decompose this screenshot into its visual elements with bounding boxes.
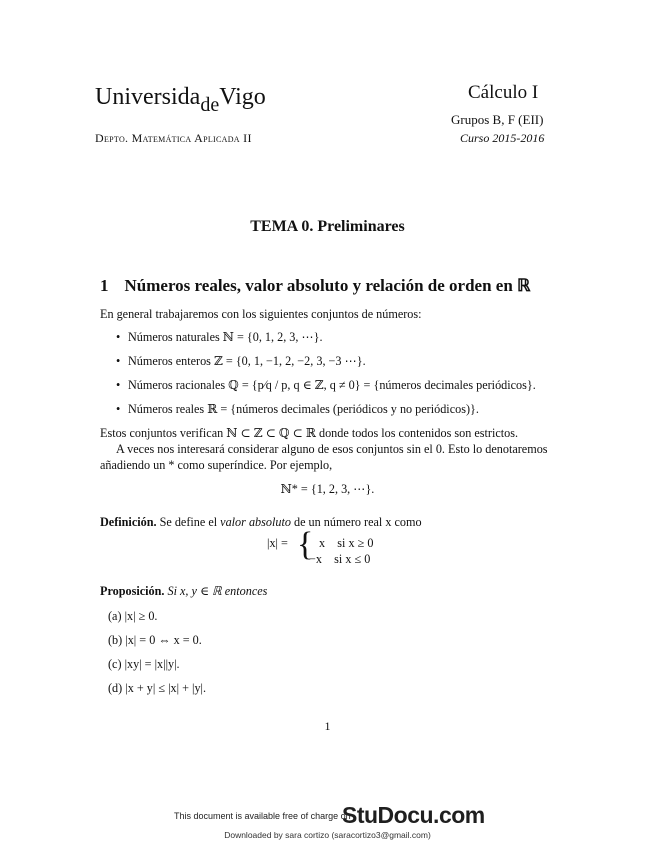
list-item [116, 378, 536, 393]
studocu-logo[interactable]: StuDocu.com [342, 802, 485, 828]
left-brace-icon: { [297, 526, 314, 563]
section-heading [100, 276, 531, 296]
definition-text-b: de un número real x como [293, 515, 422, 529]
example-formula: ℕ* = {1, 2, 3, ⋯}. [280, 482, 375, 496]
proposition-label: Proposición. [100, 584, 165, 598]
bullet-icon: • [116, 330, 121, 344]
property-item: (c) |xy| = |x||y|. [108, 657, 180, 671]
abs-case-1: x si x ≥ 0 [319, 536, 374, 550]
section-title: Números reales, valor absoluto y relación de orden en ℝ [124, 276, 531, 295]
topic-title: TEMA 0. Preliminares [250, 218, 405, 235]
list-item [116, 354, 366, 369]
subset-paragraph: Estos conjuntos verifican ℕ ⊂ ℤ ⊂ ℚ ⊂ ℝ donde todos los contenidos son estrictos. [100, 426, 519, 440]
definition-text-a: Se define el [159, 515, 218, 529]
list-item [116, 402, 479, 417]
definition-term: valor absoluto [220, 515, 291, 529]
list-item [116, 330, 323, 345]
list-item-text: Números naturales ℕ = {0, 1, 2, 3, ⋯}. [128, 330, 323, 344]
bullet-icon: • [116, 378, 121, 392]
zero-paragraph-line1: A veces nos interesará considerar alguno de esos conjuntos sin el 0. Esto lo denotaremos [116, 442, 548, 456]
section-number: 1 [100, 276, 109, 295]
property-item: (a) |x| ≥ 0. [108, 609, 158, 623]
logo-text-3: Vigo [219, 84, 266, 110]
department-label: Depto. Matemática Aplicada II [95, 131, 252, 145]
property-item: (d) |x + y| ≤ |x| + |y|. [108, 681, 207, 695]
list-item-text: Números racionales ℚ = {p⁄q / p, q ∈ ℤ, q ≠ 0} = {números decimales periódicos}. [128, 378, 536, 392]
logo-text-2: de [200, 94, 220, 116]
page-number: 1 [324, 719, 331, 733]
intro-paragraph: En general trabajaremos con los siguientes conjuntos de números: [100, 307, 422, 321]
proposition-paragraph [100, 584, 267, 599]
downloaded-by-text: Downloaded by sara cortizo (saracortizo3@gmail.com) [224, 830, 431, 840]
academic-year: Curso 2015-2016 [460, 131, 545, 145]
zero-paragraph-line2: añadiendo un * como superíndice. Por ejemplo, [100, 458, 333, 472]
abs-case-2: −x si x ≤ 0 [309, 552, 371, 566]
abs-lhs: |x| = [267, 536, 288, 550]
absolute-value-formula [267, 526, 374, 566]
course-title: Cálculo I [468, 82, 539, 103]
definition-paragraph [100, 515, 422, 530]
property-item: (b) |x| = 0 ⇔ x = 0. [108, 633, 202, 647]
definition-label: Definición. [100, 515, 157, 529]
list-item-text: Números enteros ℤ = {0, 1, −1, 2, −2, 3, −3 ⋯}. [128, 354, 366, 368]
list-item-text: Números reales ℝ = {números decimales (periódicos y no periódicos)}. [128, 402, 479, 416]
bullet-icon: • [116, 402, 121, 416]
groups-label: Grupos B, F (EII) [451, 112, 544, 127]
bullet-icon: • [116, 354, 121, 368]
footer-availability-text: This document is available free of charge on [174, 811, 351, 821]
university-logo [95, 84, 266, 116]
proposition-text: Si x, y ∈ ℝ entonces [167, 584, 268, 598]
logo-text-1: Universida [95, 84, 201, 110]
